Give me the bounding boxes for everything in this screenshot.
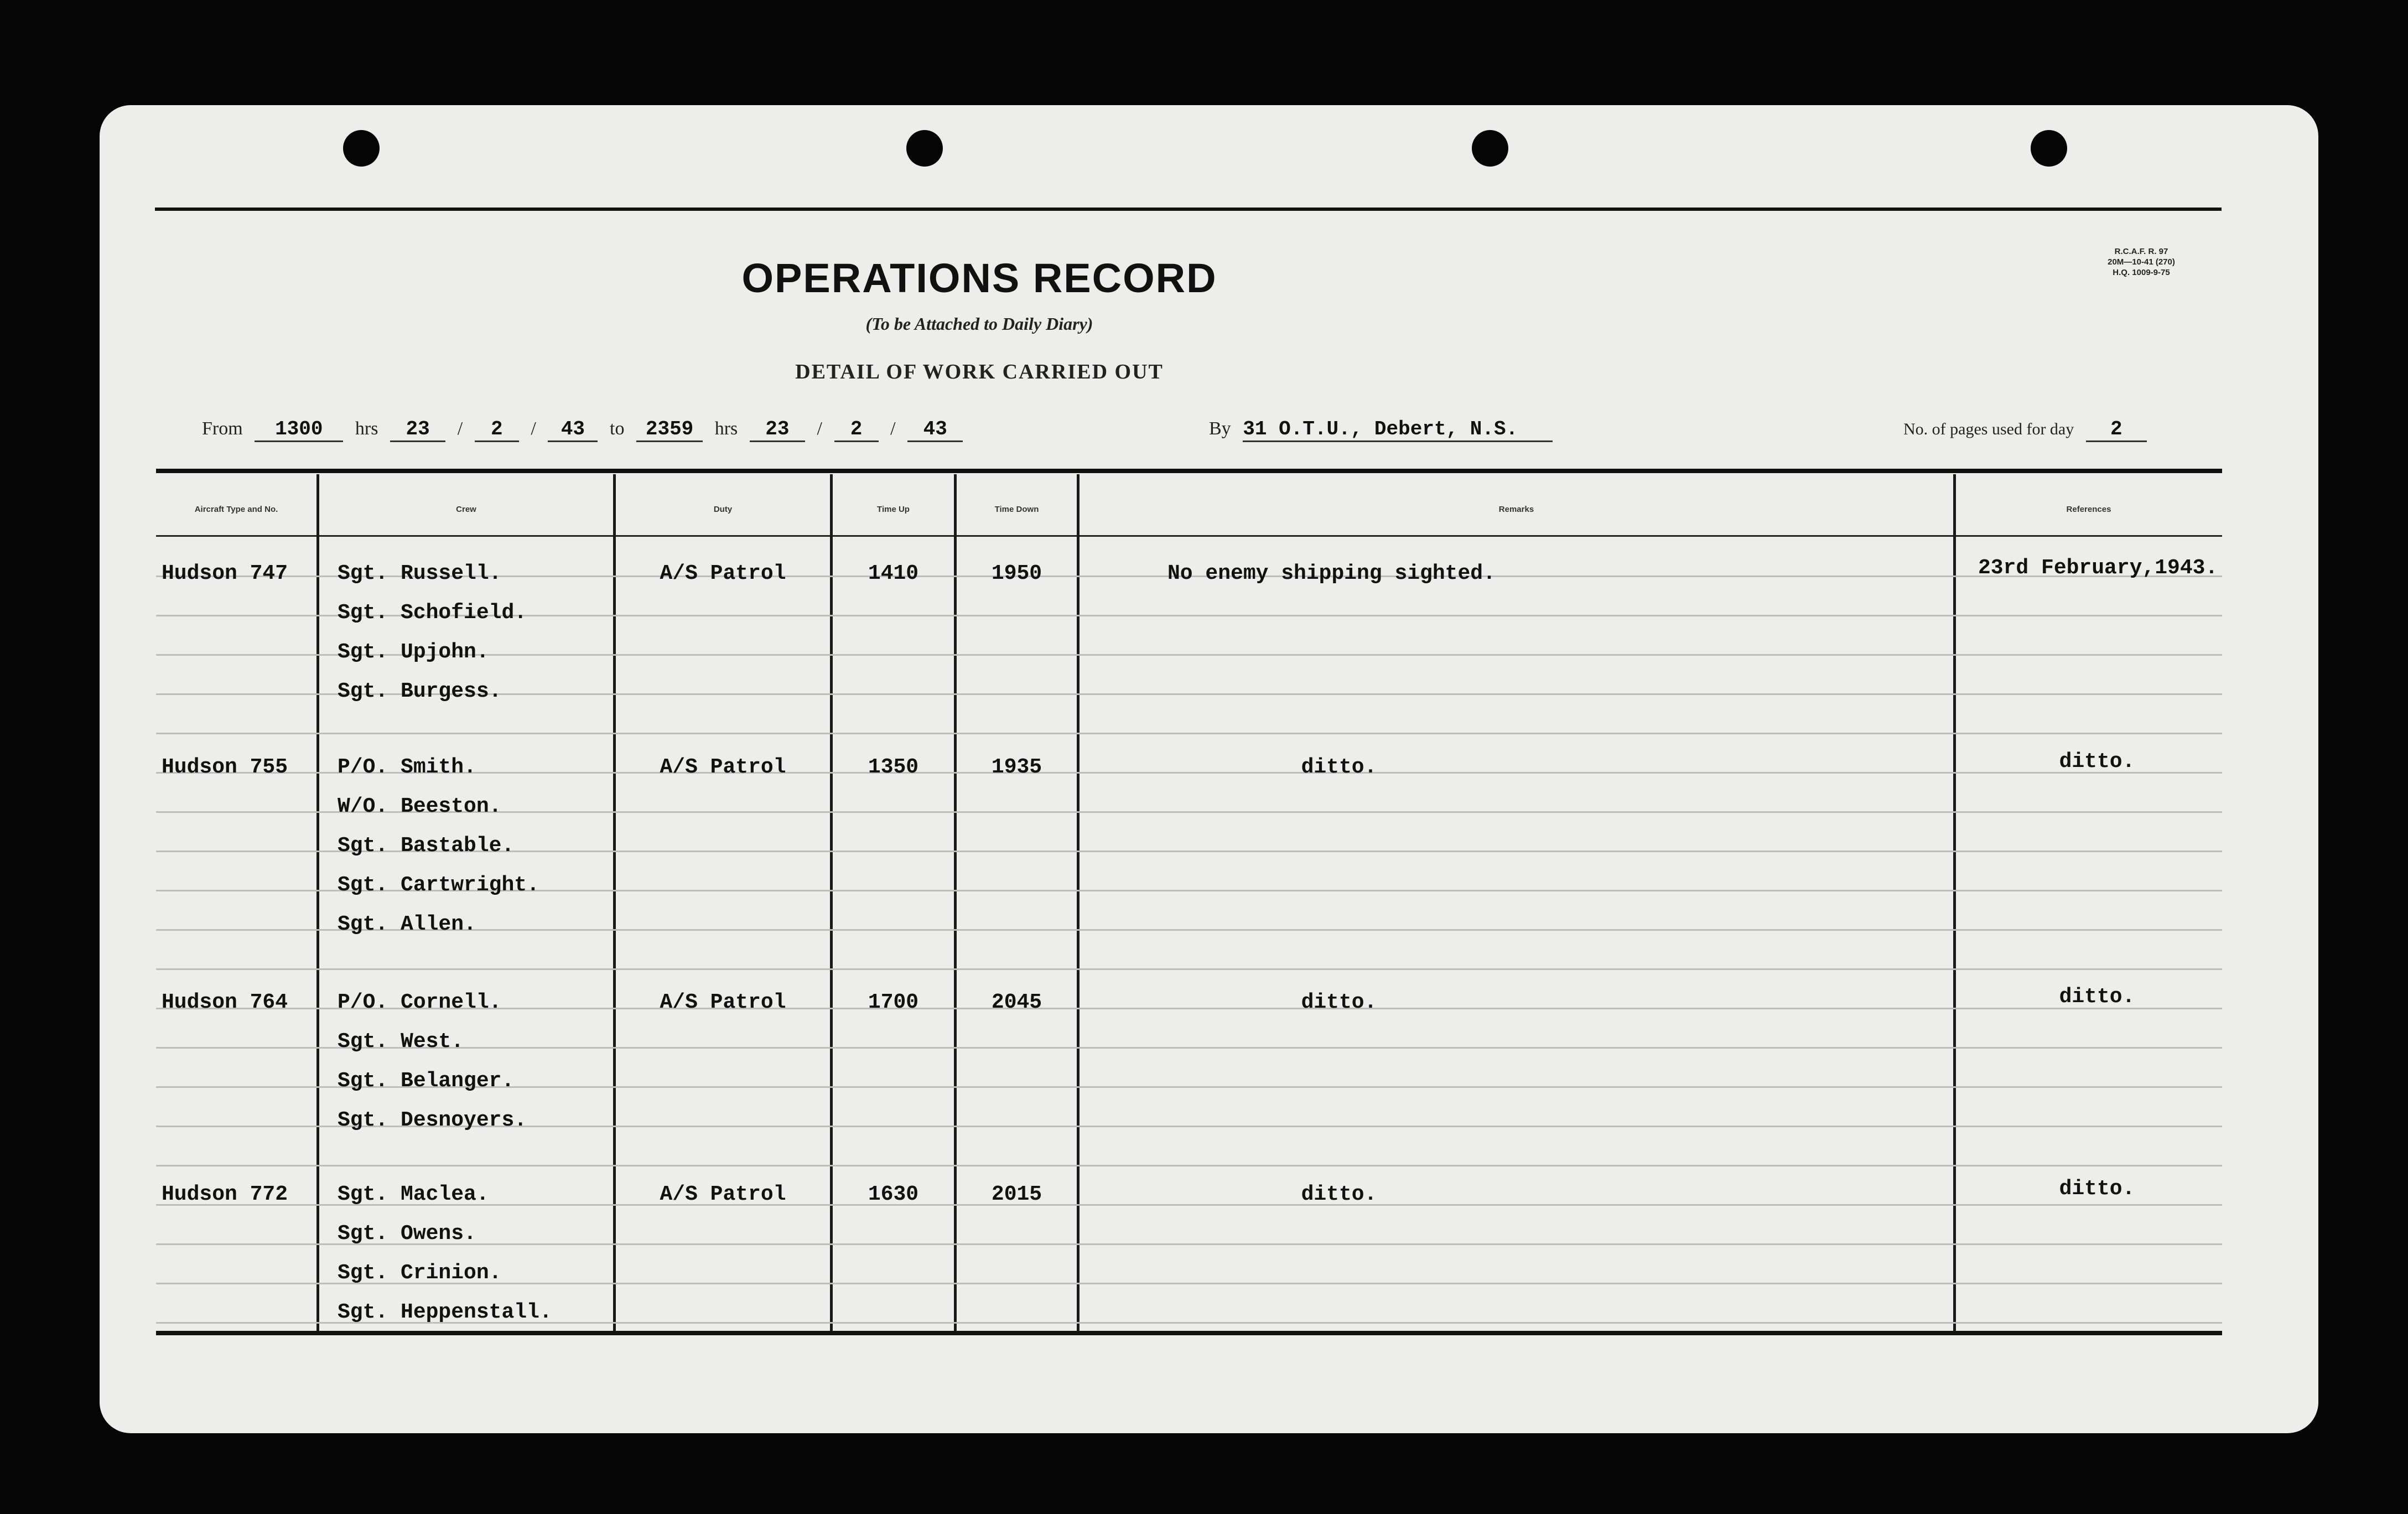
to-day: 23 xyxy=(750,418,805,442)
crew-member: W/O. Beeston. xyxy=(338,795,502,818)
column-header-crew: Crew xyxy=(456,505,476,514)
references-cell: ditto. xyxy=(2059,985,2135,1009)
form-code-line: R.C.A.F. R. 97 xyxy=(2114,247,2168,256)
aircraft-cell: Hudson 764 xyxy=(162,991,288,1014)
crew-member: Sgt. West. xyxy=(338,1030,464,1054)
column-divider xyxy=(1953,474,1956,1331)
form-code-line: H.Q. 1009-9-75 xyxy=(2113,268,2170,277)
time-up-cell: 1410 xyxy=(868,562,919,585)
crew-member: P/O. Cornell. xyxy=(338,991,502,1014)
column-header-time-down: Time Down xyxy=(994,505,1039,514)
hrs-label: hrs xyxy=(355,418,378,439)
time-down-cell: 2045 xyxy=(991,991,1042,1014)
ruled-line xyxy=(156,968,2222,970)
pages-value: 2 xyxy=(2086,418,2147,442)
header-rule xyxy=(156,469,2222,473)
crew-member: Sgt. Crinion. xyxy=(338,1261,502,1285)
crew-member: Sgt. Heppenstall. xyxy=(338,1300,552,1324)
crew-member: Sgt. Cartwright. xyxy=(338,873,539,897)
to-month: 2 xyxy=(834,418,879,442)
operations-record-card xyxy=(100,105,2318,1433)
remarks-cell: ditto. xyxy=(1301,755,1377,779)
hrs-label: hrs xyxy=(714,418,738,439)
from-time: 1300 xyxy=(255,418,343,442)
time-up-cell: 1630 xyxy=(868,1183,919,1206)
page-title: OPERATIONS RECORD xyxy=(741,255,1217,301)
header-bottom-rule xyxy=(156,535,2222,537)
ruled-line xyxy=(156,733,2222,734)
duty-cell: A/S Patrol xyxy=(660,1183,786,1206)
bottom-rule xyxy=(156,1331,2222,1335)
form-code xyxy=(2075,246,2208,278)
time-down-cell: 2015 xyxy=(991,1183,1042,1206)
crew-member: P/O. Smith. xyxy=(338,755,476,779)
unit-value: 31 O.T.U., Debert, N.S. xyxy=(1243,418,1553,442)
ruled-line xyxy=(156,1047,2222,1049)
punch-hole xyxy=(1472,130,1508,167)
pages-label: No. of pages used for day xyxy=(1903,420,2074,438)
time-down-cell: 1950 xyxy=(991,562,1042,585)
ruled-line xyxy=(156,1165,2222,1166)
crew-member: Sgt. Maclea. xyxy=(338,1183,489,1206)
crew-member: Sgt. Schofield. xyxy=(338,601,527,625)
crew-member: Sgt. Allen. xyxy=(338,912,476,936)
to-year: 43 xyxy=(907,418,963,442)
column-divider xyxy=(316,474,319,1331)
crew-member: Sgt. Burgess. xyxy=(338,680,502,703)
duty-cell: A/S Patrol xyxy=(660,562,786,585)
remarks-cell: ditto. xyxy=(1301,991,1377,1014)
references-cell: ditto. xyxy=(2059,750,2135,774)
column-header-aircraft: Aircraft Type and No. xyxy=(194,505,278,514)
page-subtitle: (To be Attached to Daily Diary) xyxy=(865,314,1093,334)
column-header-duty: Duty xyxy=(713,505,733,514)
punch-hole xyxy=(343,130,380,167)
references-cell: 23rd February,1943. xyxy=(1978,556,2218,580)
remarks-cell: ditto. xyxy=(1301,1183,1377,1206)
column-header-remarks: Remarks xyxy=(1498,505,1534,514)
to-time: 2359 xyxy=(636,418,703,442)
by-label: By xyxy=(1209,418,1231,439)
from-day: 23 xyxy=(390,418,445,442)
crew-member: Sgt. Belanger. xyxy=(338,1069,515,1093)
from-year: 43 xyxy=(548,418,598,442)
from-label: From xyxy=(202,418,243,439)
crew-member: Sgt. Owens. xyxy=(338,1222,476,1246)
detail-heading: DETAIL OF WORK CARRIED OUT xyxy=(795,360,1164,383)
time-up-cell: 1350 xyxy=(868,755,919,779)
punch-hole xyxy=(906,130,943,167)
column-header-time-up: Time Up xyxy=(877,505,910,514)
crew-member: Sgt. Russell. xyxy=(338,562,502,585)
punch-hole xyxy=(2031,130,2067,167)
time-down-cell: 1935 xyxy=(991,755,1042,779)
pages-line xyxy=(1903,418,2147,442)
remarks-cell: No enemy shipping sighted. xyxy=(1167,562,1496,585)
column-divider xyxy=(1077,474,1080,1331)
aircraft-cell: Hudson 755 xyxy=(162,755,288,779)
references-cell: ditto. xyxy=(2059,1177,2135,1201)
duty-cell: A/S Patrol xyxy=(660,991,786,1014)
time-up-cell: 1700 xyxy=(868,991,919,1014)
to-label: to xyxy=(610,418,625,439)
period-line: From 1300 hrs 23 / 2 / 43 to 2359 hrs 23 / 2 / 43 xyxy=(202,418,963,442)
crew-member: Sgt. Bastable. xyxy=(338,834,515,858)
crew-member: Sgt. Upjohn. xyxy=(338,640,489,664)
column-header-references: References xyxy=(2066,505,2111,514)
aircraft-cell: Hudson 772 xyxy=(162,1183,288,1206)
duty-cell: A/S Patrol xyxy=(660,755,786,779)
top-rule xyxy=(155,208,2222,211)
unit-line xyxy=(1209,418,1553,442)
form-code-line: 20M—10-41 (270) xyxy=(2108,257,2175,267)
crew-member: Sgt. Desnoyers. xyxy=(338,1108,527,1132)
from-month: 2 xyxy=(475,418,519,442)
aircraft-cell: Hudson 747 xyxy=(162,562,288,585)
